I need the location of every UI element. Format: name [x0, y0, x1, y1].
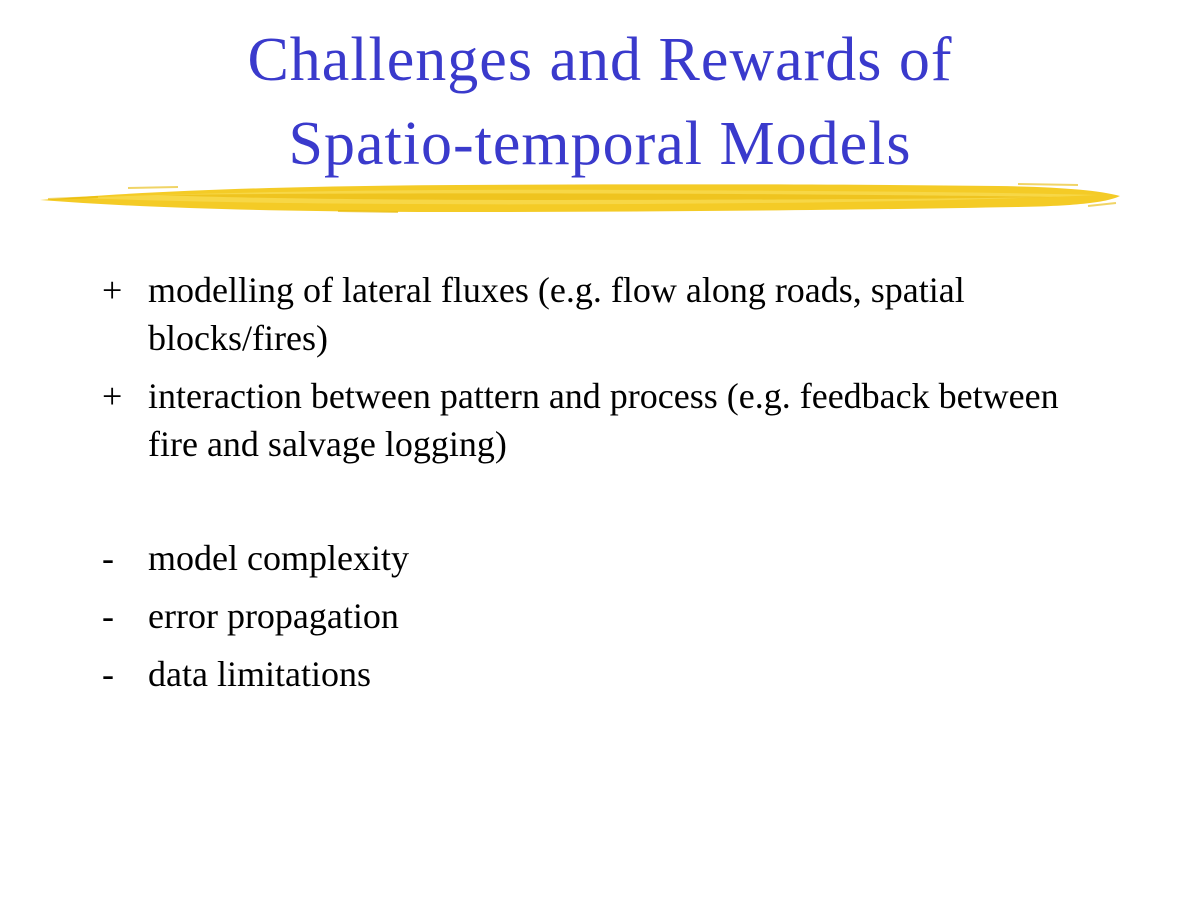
- dash-marker: -: [102, 538, 114, 578]
- bullet-text: interaction between pattern and process (e.g. feedback between fire and salvage logging): [148, 376, 1059, 464]
- dash-marker: -: [102, 654, 114, 694]
- dash-marker: -: [102, 596, 114, 636]
- list-item: [100, 650, 1100, 698]
- plus-marker: +: [102, 376, 123, 416]
- list-item: [100, 266, 1100, 362]
- bullet-text: data limitations: [148, 654, 371, 694]
- plus-marker: +: [102, 270, 123, 310]
- list-item: [100, 592, 1100, 640]
- bullet-text: error propagation: [148, 596, 399, 636]
- title-line-2: Spatio-temporal Models: [288, 110, 912, 178]
- list-item: [100, 372, 1100, 468]
- title-line-1: Challenges and Rewards of: [247, 26, 953, 94]
- slide-title: [0, 18, 1200, 186]
- bullet-list: [100, 266, 1100, 708]
- bullet-text: model complexity: [148, 538, 409, 578]
- brush-stroke-divider: [38, 176, 1122, 218]
- list-item: [100, 534, 1100, 582]
- bullet-text: modelling of lateral fluxes (e.g. flow along roads, spatial blocks/fires): [148, 270, 965, 358]
